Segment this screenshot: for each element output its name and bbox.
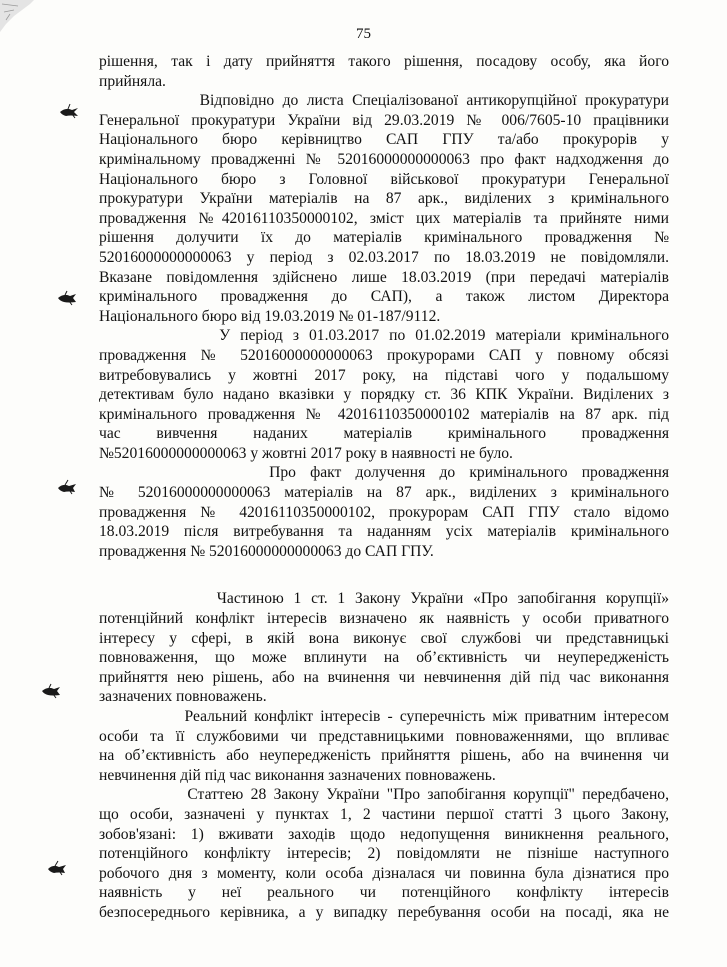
text-line: прийняття нею рішень, або на вчинення чи невчинення дій під час виконання xyxy=(99,668,669,686)
text-line: провадження № 42016110350000102, прокурорам САП ГПУ стало відомо xyxy=(99,503,669,521)
text-line: № 52016000000000063 матеріалів на 87 арк., виділених з кримінального xyxy=(99,484,669,502)
paragraph-7 xyxy=(99,785,669,922)
text-line: Національного бюро керівництво САП ГПУ та/або прокурорів у xyxy=(99,131,669,149)
text-line: прийняла. xyxy=(99,72,166,90)
text-line: що особи, зазначені у пунктах 1, 2 частини першої статті 3 цього Закону, xyxy=(99,805,669,823)
paragraph-2 xyxy=(99,91,669,326)
text-line: особи та її службовими чи представницькими повноваженнями, що впливає xyxy=(99,727,669,745)
text-line: кримінального провадження до САП), а також листом Директора xyxy=(99,288,669,306)
paragraph-6 xyxy=(99,707,669,785)
text-line: зазначених повноважень. xyxy=(99,688,267,706)
text-line: прокуратури України матеріалів на 87 арк., виділених з кримінального xyxy=(99,190,669,208)
text-line: невчинення дій під час виконання зазначених повноважень. xyxy=(99,766,496,784)
text-line: Реальний конфлікт інтересів - суперечність між приватним інтересом xyxy=(99,708,669,725)
text-line: рішення долучити їх до матеріалів кримінального провадження № xyxy=(99,229,669,247)
section-gap xyxy=(99,561,669,589)
paragraph-3 xyxy=(99,326,669,463)
text-line: провадження №42016110350000102, зміст цих матеріалів та прийняте ними xyxy=(99,209,669,227)
text-line: інтересу у сфері, в якій вона виконує свої службові чи представницькі xyxy=(99,629,669,647)
text-line: наявність у неї реального чи потенційного конфлікту інтересів xyxy=(99,884,669,902)
paragraph-5 xyxy=(99,589,669,707)
ink-mark-icon xyxy=(46,860,68,876)
text-line: потенційного конфлікту інтересів; 2) повідомляти не пізніше наступного xyxy=(99,845,669,863)
ink-mark-icon xyxy=(40,683,62,699)
text-line: Про факт долучення до кримінального провадження xyxy=(99,464,669,482)
page-number: 75 xyxy=(356,26,371,42)
text-line: №52016000000000063 у жовтні 2017 року в наявності не було. xyxy=(99,444,513,462)
text-line: 52016000000000063 у період з 02.03.2017 по 18.03.2019 не повідомляли. xyxy=(99,248,669,266)
text-line: повноваження, що може вплинути на об’єктивність чи неупередженість xyxy=(99,649,669,667)
text-line: безпосереднього керівника, а у випадку перебування особи на посаді, яка не xyxy=(99,903,669,921)
paragraph-1 xyxy=(99,52,669,91)
text-line: Статтею 28 Закону України "Про запобігання корупції" передбачено, xyxy=(99,786,669,804)
text-line: на об’єктивність або неупередженість прийняття рішень, або на вчинення чи xyxy=(99,747,669,765)
text-line: робочого дня з моменту, коли особа дізналася чи повинна була дізнатися про xyxy=(99,864,669,882)
ink-mark-icon xyxy=(56,290,78,306)
text-line: зобов'язані: 1) вживати заходів щодо недопущення виникнення реального, xyxy=(99,825,669,843)
text-line: кримінального провадження № 42016110350000102 матеріалів на 87 арк. під xyxy=(99,405,669,423)
text-line: Частиною 1 ст. 1 Закону України «Про запобігання корупції» xyxy=(99,590,669,608)
text-line: кримінальному провадженні № 52016000000000063 про факт надходження до xyxy=(99,150,669,168)
text-line: час вивчення наданих матеріалів кримінального провадження xyxy=(99,425,669,443)
text-line: Відповідно до листа Спеціалізованої антикорупційної прокуратури xyxy=(99,92,669,110)
text-line: детективам було надано вказівки у порядку ст. 36 КПК України. Виділених з xyxy=(99,386,669,404)
text-line: Національного бюро від 19.03.2019 № 01-187/9112. xyxy=(99,307,441,325)
text-line: 18.03.2019 після витребування та наданням усіх матеріалів кримінального xyxy=(99,523,669,541)
ink-mark-icon xyxy=(58,103,80,119)
document-body xyxy=(99,52,669,923)
text-line: Вказане повідомлення здійснено лише 18.03.2019 (при передачі матеріалів xyxy=(99,268,669,286)
text-line: У період з 01.03.2017 по 01.02.2019 матеріали кримінального xyxy=(99,327,669,345)
text-line: Генеральної прокуратури України від 29.03.2019 № 006/7605-10 працівники xyxy=(99,111,669,129)
text-line: Національного бюро з Головної військової прокуратури Генеральної xyxy=(99,170,669,188)
text-line: потенційний конфлікт інтересів визначено як наявність у особи приватного xyxy=(99,610,669,628)
text-line: рішення, так і дату прийняття такого рішення, посадову особу, яка його xyxy=(99,53,669,70)
ink-mark-icon xyxy=(56,479,78,495)
paragraph-4 xyxy=(99,463,669,561)
text-line: витребовувались у жовтні 2017 року, на підставі чого у подальшому xyxy=(99,366,669,384)
text-line: провадження № 52016000000000063 до САП ГПУ. xyxy=(99,542,434,560)
text-line: провадження № 52016000000000063 прокурорами САП у повному обсязі xyxy=(99,346,669,364)
